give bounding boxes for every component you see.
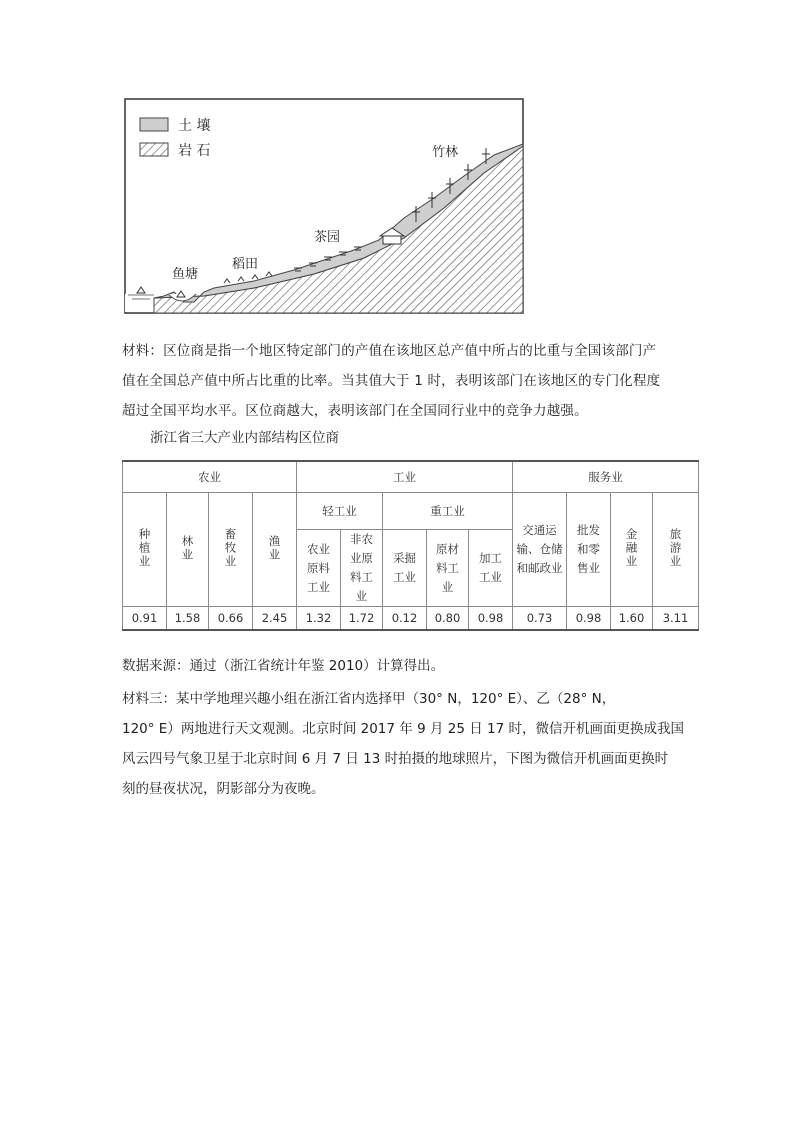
value-trade: 0.98	[567, 607, 611, 631]
material-three-line: 材料三：某中学地理兴趣小组在浙江省内选择甲（30° N，120° E）、乙（28° N，	[122, 691, 616, 707]
location-quotient-table	[122, 460, 699, 631]
value-fishery: 2.45	[253, 607, 297, 631]
value-agri-raw: 1.32	[297, 607, 341, 631]
col-transport: 交通运输、仓储和邮政业	[513, 493, 567, 607]
value-tourism: 3.11	[653, 607, 699, 631]
material-three	[122, 684, 684, 804]
value-finance: 1.60	[611, 607, 653, 631]
col-tourism: 旅游业	[653, 493, 699, 607]
col-fishery: 渔业	[253, 493, 297, 607]
col-raw-material: 原材料工业	[427, 530, 469, 607]
material-three-line: 刻的昼夜状况，阴影部分为夜晚。	[122, 781, 325, 797]
label-fishpond: 鱼塘	[172, 267, 199, 282]
col-planting: 种植业	[123, 493, 167, 607]
data-source-note: 数据来源：通过（浙江省统计年鉴 2010）计算得出。	[122, 658, 445, 674]
subgroup-light: 轻工业	[297, 493, 383, 530]
material-three-line: 风云四号气象卫星于北京时间 6 月 7 日 13 时拍摄的地球照片，下图为微信开机画面更换时	[122, 751, 669, 767]
legend-soil-label: 土 壤	[178, 118, 211, 134]
value-transport: 0.73	[513, 607, 567, 631]
legend-rock-label: 岩 石	[178, 143, 211, 159]
table-caption: 浙江省三大产业内部结构区位商	[150, 430, 339, 446]
label-tea: 茶园	[314, 230, 341, 245]
col-trade: 批发和零售业	[567, 493, 611, 607]
group-industry: 工业	[297, 461, 513, 493]
value-forestry: 1.58	[167, 607, 209, 631]
value-planting: 0.91	[123, 607, 167, 631]
col-mining: 采掘工业	[383, 530, 427, 607]
value-mining: 0.12	[383, 607, 427, 631]
col-processing: 加工工业	[469, 530, 513, 607]
material-one-line: 超过全国平均水平。区位商越大，表明该部门在全国同行业中的竞争力越强。	[122, 403, 588, 419]
material-one-line: 材料：区位商是指一个地区特定部门的产值在该地区总产值中所占的比重与全国该部门产	[122, 343, 657, 359]
value-raw-material: 0.80	[427, 607, 469, 631]
label-bamboo: 竹林	[432, 145, 459, 160]
value-nonagri-raw: 1.72	[341, 607, 383, 631]
col-finance: 金融业	[611, 493, 653, 607]
col-forestry: 林业	[167, 493, 209, 607]
group-service: 服务业	[513, 461, 699, 493]
material-one	[122, 336, 702, 426]
col-agri-raw: 农业原料工业	[297, 530, 341, 607]
col-livestock: 畜牧业	[209, 493, 253, 607]
material-one-line: 值在全国总产值中所占比重的比率。当其值大于 1 时，表明该部门在该地区的专门化程度	[122, 373, 661, 389]
value-processing: 0.98	[469, 607, 513, 631]
material-three-line: 120° E）两地进行天文观测。北京时间 2017 年 9 月 25 日 17 时，微信开机画面更换成我国	[122, 721, 684, 737]
label-rice: 稻田	[232, 257, 259, 272]
group-agriculture: 农业	[123, 461, 297, 493]
col-nonagri-raw: 非农业原料工业	[341, 530, 383, 607]
subgroup-heavy: 重工业	[383, 493, 513, 530]
slope-profile-figure	[124, 98, 524, 314]
value-livestock: 0.66	[209, 607, 253, 631]
